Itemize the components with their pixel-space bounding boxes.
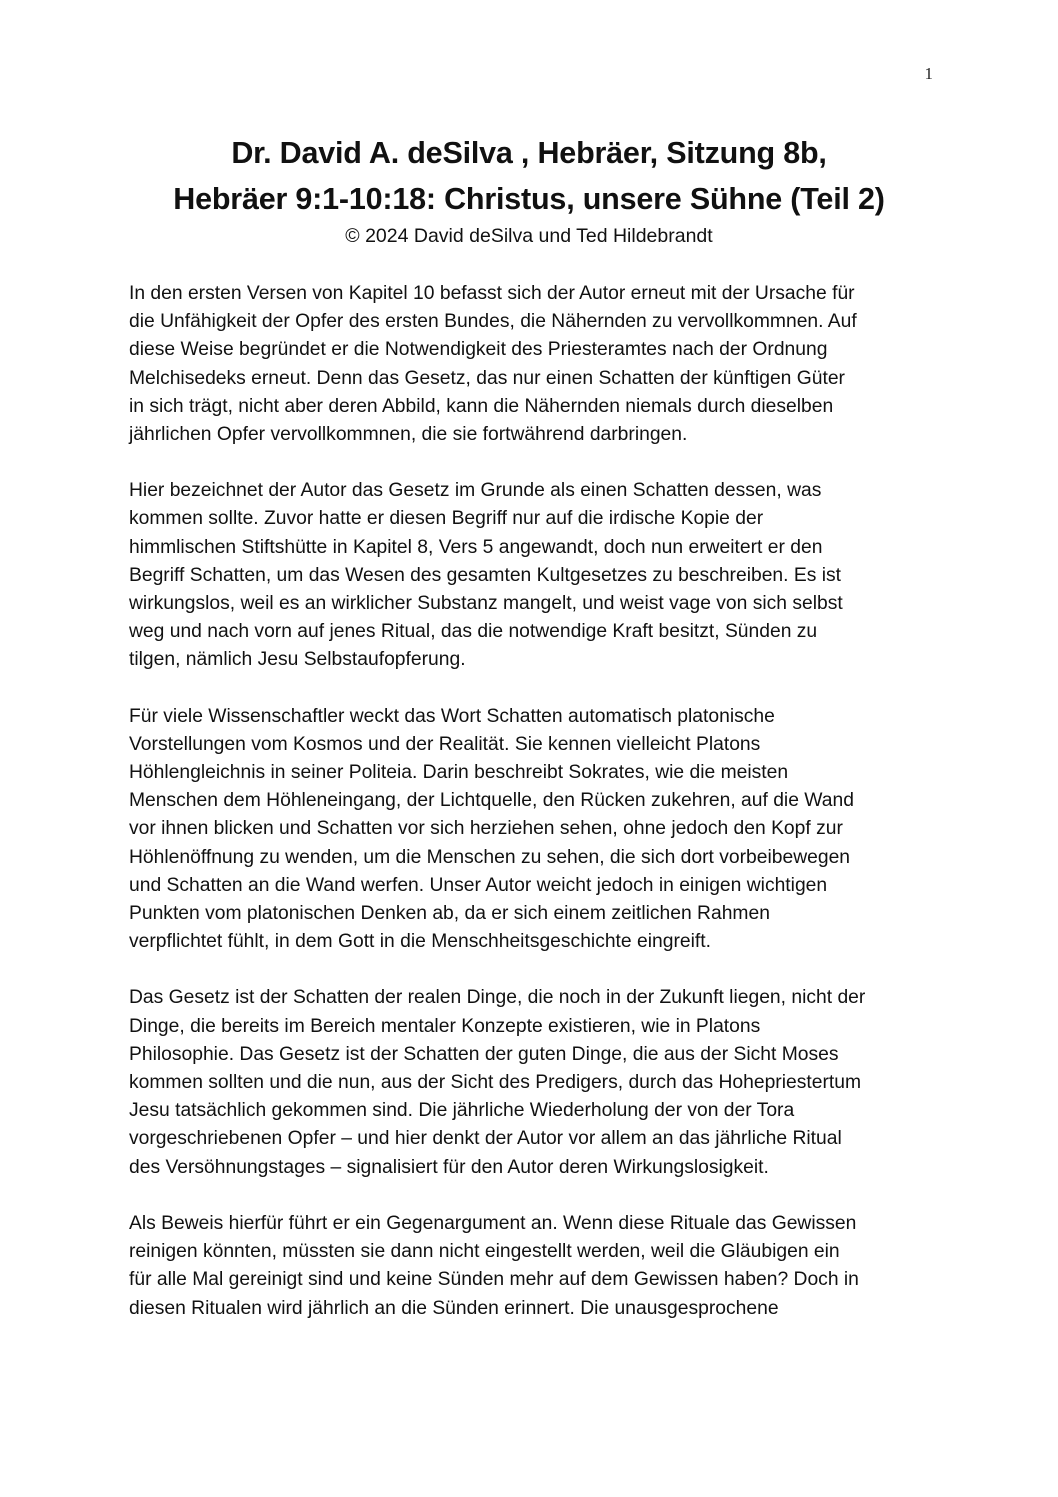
title-line-2: Hebräer 9:1-10:18: Christus, unsere Sühne (Teil 2) <box>173 182 885 216</box>
text-line: himmlischen Stiftshütte in Kapitel 8, Vers 5 angewandt, doch nun erweitert er den <box>129 536 823 558</box>
text-line: die Unfähigkeit der Opfer des ersten Bundes, die Nähernden zu vervollkommnen. Auf <box>129 311 857 333</box>
text-line: und Schatten an die Wand werfen. Unser Autor weicht jedoch in einigen wichtigen <box>129 874 828 896</box>
text-line: Punkten vom platonischen Denken ab, da er sich einem zeitlichen Rahmen <box>129 903 770 925</box>
paragraph-2 <box>129 477 939 674</box>
text-line: tilgen, nämlich Jesu Selbstaufopferung. <box>129 649 466 671</box>
text-line: Philosophie. Das Gesetz ist der Schatten der guten Dinge, die aus der Sicht Moses <box>129 1043 839 1065</box>
document-body <box>129 280 939 1351</box>
text-line: Jesu tatsächlich gekommen sind. Die jährliche Wiederholung der von der Tora <box>129 1100 795 1122</box>
text-line: kommen sollten und die nun, aus der Sicht des Predigers, durch das Hohepriestertum <box>129 1072 862 1094</box>
text-line: Höhlenöffnung zu wenden, um die Menschen zu sehen, die sich dort vorbeibewegen <box>129 846 851 868</box>
paragraph-5 <box>129 1210 939 1323</box>
text-line: vorgeschriebenen Opfer – und hier denkt der Autor vor allem an das jährliche Ritual <box>129 1128 842 1150</box>
text-line: Dinge, die bereits im Bereich mentaler Konzepte existieren, wie in Platons <box>129 1015 761 1037</box>
text-line: kommen sollte. Zuvor hatte er diesen Begriff nur auf die irdische Kopie der <box>129 508 764 530</box>
text-line: jährlichen Opfer vervollkommnen, die sie fortwährend darbringen. <box>129 424 688 446</box>
text-line: Hier bezeichnet der Autor das Gesetz im Grunde als einen Schatten dessen, was <box>129 480 822 502</box>
title-line-1: Dr. David A. deSilva , Hebräer, Sitzung 8b, <box>231 136 827 170</box>
paragraph-1 <box>129 280 939 449</box>
text-line: in sich trägt, nicht aber deren Abbild, kann die Nähernden niemals durch dieselben <box>129 395 834 417</box>
text-line: diesen Ritualen wird jährlich an die Sünden erinnert. Die unausgesprochene <box>129 1297 779 1319</box>
document-header <box>0 130 1058 250</box>
text-line: Das Gesetz ist der Schatten der realen Dinge, die noch in der Zukunft liegen, nicht der <box>129 987 866 1009</box>
text-line: vor ihnen blicken und Schatten vor sich herziehen sehen, ohne jedoch den Kopf zur <box>129 818 843 840</box>
text-line: des Versöhnungstages – signalisiert für den Autor deren Wirkungslosigkeit. <box>129 1156 769 1178</box>
text-line: diese Weise begründet er die Notwendigkeit des Priesteramtes nach der Ordnung <box>129 339 828 361</box>
text-line: Höhlengleichnis in seiner Politeia. Darin beschreibt Sokrates, wie die meisten <box>129 762 789 784</box>
text-line: Melchisedeks erneut. Denn das Gesetz, das nur einen Schatten der künftigen Güter <box>129 367 845 389</box>
text-line: In den ersten Versen von Kapitel 10 befasst sich der Autor erneut mit der Ursache für <box>129 283 855 304</box>
text-line: Vorstellungen vom Kosmos und der Realität. Sie kennen vielleicht Platons <box>129 733 761 755</box>
text-line: verpflichtet fühlt, in dem Gott in die Menschheitsgeschichte eingreift. <box>129 931 711 953</box>
text-line: für alle Mal gereinigt sind und keine Sünden mehr auf dem Gewissen haben? Doch in <box>129 1269 859 1291</box>
text-line: Als Beweis hierfür führt er ein Gegenargument an. Wenn diese Rituale das Gewissen <box>129 1212 857 1234</box>
text-line: Menschen dem Höhleneingang, der Lichtquelle, den Rücken zukehren, auf die Wand <box>129 790 854 812</box>
copyright-notice: © 2024 David deSilva und Ted Hildebrandt <box>345 225 713 247</box>
text-line: Begriff Schatten, um das Wesen des gesamten Kultgesetzes zu beschreiben. Es ist <box>129 564 842 586</box>
paragraph-4 <box>129 984 939 1181</box>
page-number: 1 <box>924 64 933 83</box>
paragraph-3 <box>129 703 939 957</box>
text-line: wirkungslos, weil es an wirklicher Substanz mangelt, und weist vage von sich selbst <box>129 593 843 615</box>
text-line: weg und nach vorn auf jenes Ritual, das die notwendige Kraft besitzt, Sünden zu <box>129 621 818 643</box>
text-line: reinigen könnten, müssten sie dann nicht eingestellt werden, weil die Gläubigen ein <box>129 1241 840 1263</box>
text-line: Für viele Wissenschaftler weckt das Wort Schatten automatisch platonische <box>129 705 775 727</box>
